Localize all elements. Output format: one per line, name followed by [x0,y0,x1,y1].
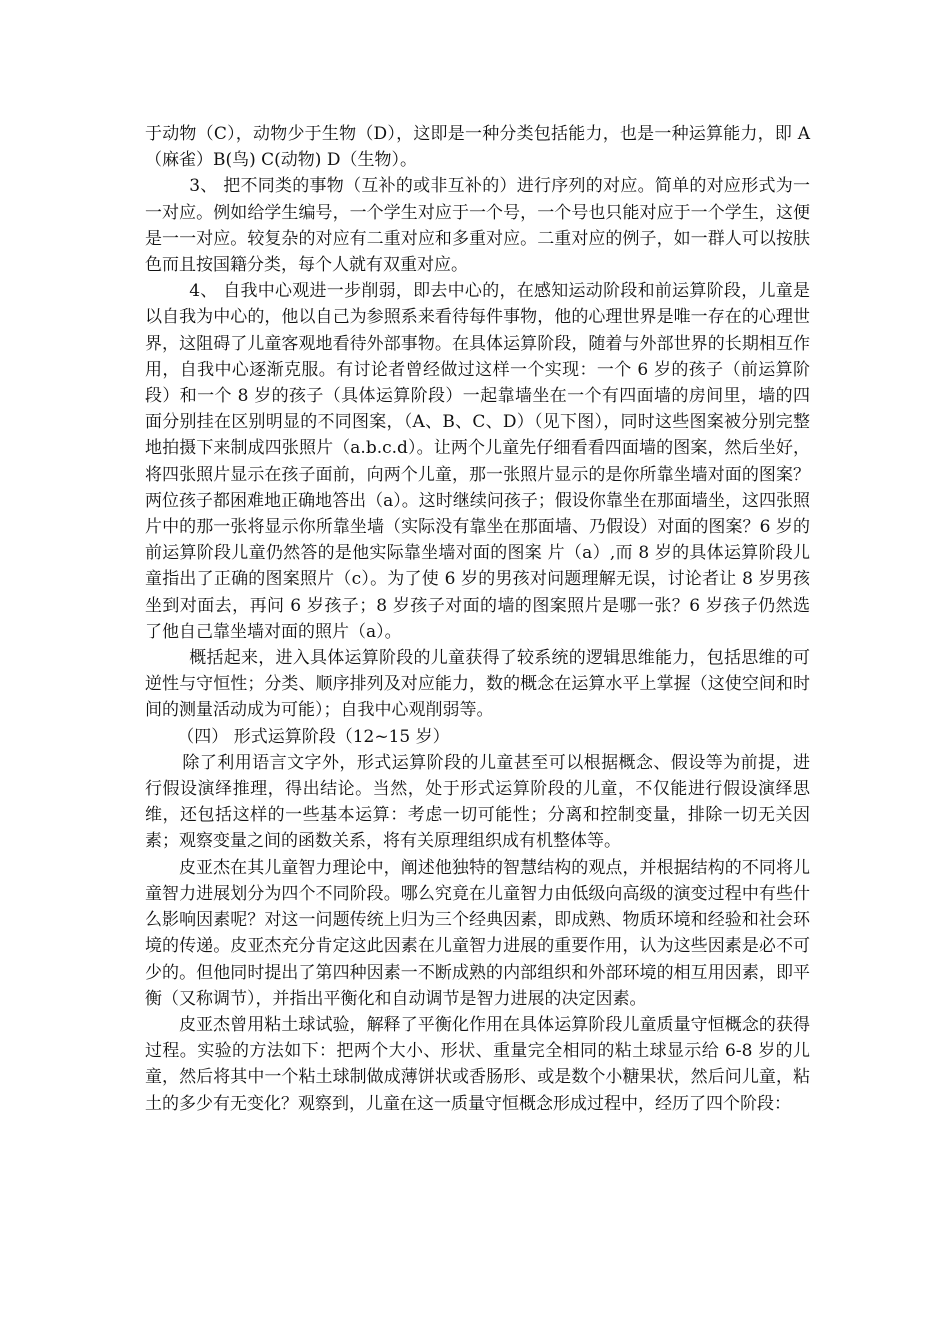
paragraph-development-factors: 皮亚杰在其儿童智力理论中，阐述他独特的智慧结构的观点，并根据结构的不同将儿童智力进展划分为四个不同阶段。哪么究竟在儿童智力由低级向高级的演变过程中有些什么影响因素呢？对这一问题传统上归为三个经典因素，即成熟、物质环境和经验和社会环境的传递。皮亚杰充分肯定这此因素在儿童智力进展的重要作用，认为这些因素是必不可少的。但他同时提出了第四种因素一不断成熟的内部组织和外部环境的相互用因素，即平衡（又称调节），并指出平衡化和自动调节是智力进展的决定因素。 [145,857,810,1009]
document-page [145,121,810,1117]
paragraph-point-4-egocentrism: 4、 自我中心观进一步削弱，即去中心的，在感知运动阶段和前运算阶段，儿童是以自我为中心的，他以自己为参照系来看待每件事物，他的心理世界是唯一存在的心理世界，这阻碍了儿童客观地看待外部事物。在具体运算阶段，随着与外部世界的长期相互作用，自我中心逐渐克服。有讨论者曾经做过这样一个实现：一个 6 岁的孩子（前运算阶段）和一个 8 岁的孩子（具体运算阶段）一起靠墙坐在一个有四面墙的房间里，墙的四面分别挂在区别明显的不同图案，（A、B、C、D）（见下图），同时这些图案被分别完整地拍摄下来制成四张照片（a.b.c.d）。让两个儿童先仔细看看四面墙的图案，然后坐好，将四张照片显示在孩子面前，向两个儿童，那一张照片显示的是你所靠坐墙对面的图案？两位孩子都困难地正确地答出（a）。这时继续问孩子；假设你靠坐在那面墙坐，这四张照片中的那一张将显示你所靠坐墙（实际没有靠坐在那面墙、乃假设）对面的图案？6 岁的前运算阶段儿童仍然答的是他实际靠坐墙对面的图案 片（a）,而 8 岁的具体运算阶段儿童指出了正确的图案照片（c）。为了使 6 岁的男孩对问题理解无误，讨论者让 8 岁男孩坐到对面去，再问 6 岁孩子；8 岁孩子对面的墙的图案照片是哪一张？6 岁孩子仍然选了他自己靠坐墙对面的照片（a）。 [145,281,810,642]
paragraph-concrete-stage-summary: 概括起来，进入具体运算阶段的儿童获得了较系统的逻辑思维能力，包括思维的可逆性与守恒性；分类、顺序排列及对应能力，数的概念在运算水平上掌握（这使空间和时间的测量活动成为可能）；自我中心观削弱等。 [145,648,810,721]
section-heading-formal-operations: （四） 形式运算阶段（12~15 岁） [177,726,450,747]
paragraph-point-3-correspondence: 3、 把不同类的事物（互补的或非互补的）进行序列的对应。简单的对应形式为一一对应。例如给学生编号，一个学生对应于一个号，一个号也只能对应于一个学生，这便是一一对应。较复杂的对应有二重对应和多重对应。二重对应的例子，如一群人可以按肤色而且按国籍分类，每个人就有双重对应。 [145,176,810,276]
paragraph-formal-operations: 除了利用语言文字外，形式运算阶段的儿童甚至可以根据概念、假设等为前提，进行假设演绎推理，得出结论。当然，处于形式运算阶段的儿童，不仅能进行假设演绎思维，还包括这样的一些基本运算：考虑一切可能性；分离和控制变量，排除一切无关因素；观察变量之间的函数关系，将有关原理组织成有机整体等。 [145,752,810,852]
paragraph-clay-ball-experiment: 皮亚杰曾用粘土球试验，解释了平衡化作用在具体运算阶段儿童质量守恒概念的获得过程。实验的方法如下：把两个大小、形状、重量完全相同的粘土球显示给 6-8 岁的儿童，然后将其中一个粘土球制做成薄饼状或香肠形、或是数个小糖果状，然后问儿童，粘土的多少有无变化？观察到，儿童在这一质量守恒概念形成过程中，经历了四个阶段： [145,1014,810,1114]
paragraph-classification-continuation: 于动物（C），动物少于生物（D），这即是一种分类包括能力，也是一种运算能力，即 A（麻雀）B(鸟) C(动物) D（生物）。 [145,124,810,171]
